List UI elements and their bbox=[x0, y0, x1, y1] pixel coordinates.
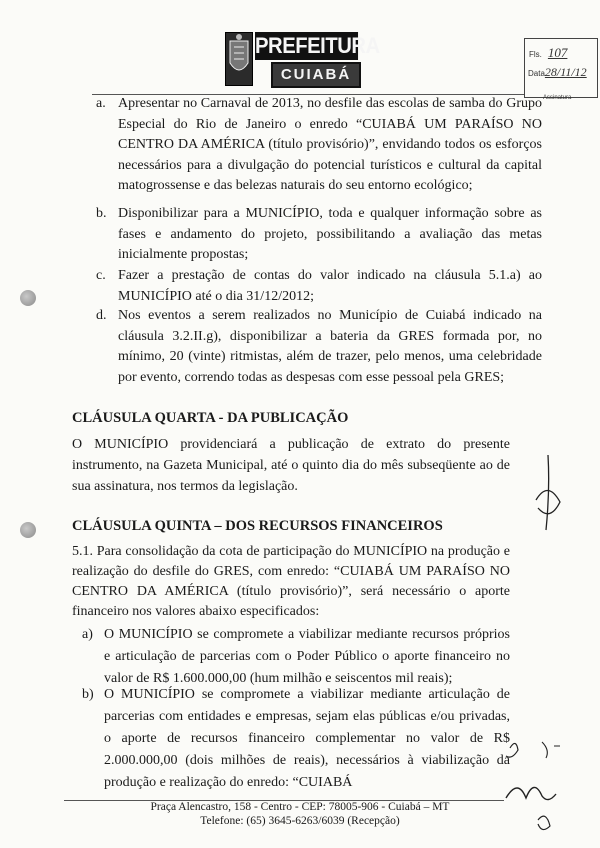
item-label: d. bbox=[96, 308, 107, 323]
item-text: Fazer a prestação de contas do valor indicado na cláusula 5.1.a) ao MUNICÍPIO até o dia 31/12/2012; bbox=[118, 268, 542, 304]
footer-address: Praça Alencastro, 158 - Centro - CEP: 78005-906 - Cuiabá – MT bbox=[150, 801, 450, 813]
stamp-signature-label: Assinatura bbox=[543, 95, 572, 101]
item-text: Disponibilizar para a MUNICÍPIO, toda e qualquer informação sobre as fases e andamento do projeto, possibilitando a avaliação das metas inicialmente propostas; bbox=[118, 206, 542, 262]
stamp-fls bbox=[529, 45, 567, 61]
item-text: Apresentar no Carnaval de 2013, no desfile das escolas de samba do Grupo Especial do Rio de Janeiro o enredo “CUIABÁ UM PARAÍSO NO CENTRO DA AMÉRICA (título provisório)”, envidando todos os esforços necessários para a divulgação do potencial turísticos e cultural da capital matogrossense e das belezas naturais do seu entorno ecológico; bbox=[118, 96, 542, 193]
punch-hole bbox=[20, 522, 36, 538]
clause5-heading: CLÁUSULA QUINTA – DOS RECURSOS FINANCEIROS bbox=[72, 518, 443, 534]
logo-subtitle: CUIABÁ bbox=[271, 62, 361, 88]
item-label: b) bbox=[82, 687, 94, 702]
page-stamp bbox=[524, 38, 598, 101]
item-text: O MUNICÍPIO se compromete a viabilizar mediante recursos próprios e articulação de parcerias com o Poder Público o aporte financeiro no valor de R$ 1.600.000,00 (hum milhão e seiscentos mil reais); bbox=[104, 627, 510, 686]
clause4-heading: CLÁUSULA QUARTA - DA PUBLICAÇÃO bbox=[72, 410, 349, 426]
logo-title: PREFEITURA bbox=[255, 33, 380, 58]
item-text: O MUNICÍPIO se compromete a viabilizar mediante articulação de parcerias com entidades e empresas, sejam elas públicas e/ou privadas, o aporte de recursos financeiro complementar no valor de R$ 2.000.000,00 (dois milhões de reais), necessários à viabilização da produção e realização do enredo: “CUIABÁ bbox=[104, 687, 510, 790]
item-label: a. bbox=[96, 96, 106, 111]
stamp-fls-label: Fls. bbox=[529, 50, 542, 59]
clause4-text: O MUNICÍPIO providenciará a publicação de extrato do presente instrumento, na Gazeta Municipal, até o quinto dia do mês subseqüente ao de sua assinatura, nos termos da legislação. bbox=[72, 437, 510, 494]
stamp-date-label: Data bbox=[528, 69, 545, 78]
clause5-intro: 5.1. Para consolidação da cota de participação do MUNICÍPIO na produção e realização do desfile do GRES, com enredo: “CUIABÁ UM PARAÍSO NO CENTRO DA AMÉRICA (título provisório)”, será necessário o aporte financeiro nos valores abaixo especificados: bbox=[72, 544, 510, 619]
punch-hole bbox=[20, 290, 36, 306]
item-text: Nos eventos a serem realizados no Município de Cuiabá indicado na cláusula 3.2.II.g), disponibilizar a bateria da GRES formada por, no mínimo, 20 (vinte) ritmistas, além de trazer, pelo menos, uma celebridade por evento, correndo todas as despesas com esse pessoal pela GRES; bbox=[118, 308, 542, 385]
item-label: c. bbox=[96, 268, 106, 283]
item-label: a) bbox=[82, 627, 93, 642]
stamp-date-value: 28/11/12 bbox=[544, 65, 587, 79]
signature-initials bbox=[528, 450, 568, 540]
stamp-fls-value: 107 bbox=[547, 45, 568, 60]
coat-of-arms-icon bbox=[225, 32, 253, 86]
footer-phone: Telefone: (65) 3645-6263/6039 (Recepção) bbox=[200, 815, 400, 827]
prefeitura-logo bbox=[225, 30, 380, 88]
stamp-date bbox=[528, 65, 587, 80]
item-label: b. bbox=[96, 206, 107, 221]
